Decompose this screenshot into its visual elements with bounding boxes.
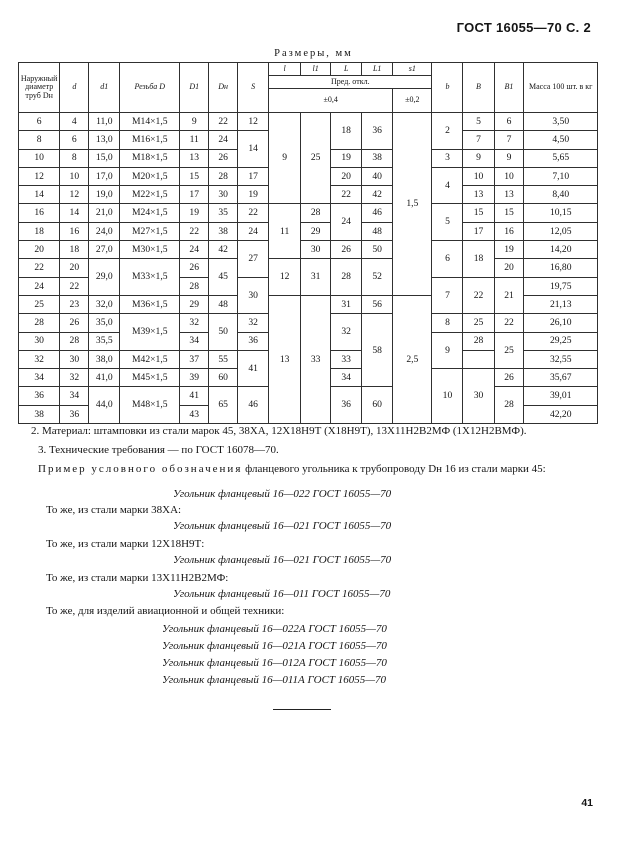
cell-B: 15	[463, 204, 494, 222]
cell-dn: 36	[19, 387, 60, 405]
cell-dn: 10	[19, 149, 60, 167]
cell-d: 32	[60, 369, 89, 387]
example-rest: фланцевого угольника к трубопроводу Dн 16 из стали марки 45:	[245, 463, 546, 475]
cell-L: 18	[331, 113, 362, 150]
cell-L1: 60	[362, 387, 393, 424]
cell-L: 19	[331, 149, 362, 167]
cell-b: 2	[432, 113, 463, 150]
cell-l1: 28	[301, 204, 331, 222]
cell-s1: 1,5	[393, 113, 432, 296]
cell-dn: 24	[19, 277, 60, 295]
cell-S: 14	[238, 131, 269, 168]
cell-l: 11	[269, 204, 301, 259]
cell-L1: 36	[362, 113, 393, 150]
cell-b: 9	[432, 332, 463, 369]
cell-B: 7	[463, 131, 494, 149]
cell-thread: M33×1,5	[120, 259, 180, 296]
cell-B: 5	[463, 113, 494, 131]
cell-dn: 30	[19, 332, 60, 350]
cell-mass: 35,67	[524, 369, 598, 387]
col-B: B	[463, 63, 494, 113]
cell-B: 30	[463, 369, 494, 424]
cell-Dn: 48	[209, 295, 238, 313]
cell-l1: 25	[301, 113, 331, 204]
cell-d: 18	[60, 241, 89, 259]
cell-Dn: 50	[209, 314, 238, 351]
cell-Dn: 30	[209, 186, 238, 204]
cell-mass: 4,50	[524, 131, 598, 149]
cell-thread: M39×1,5	[120, 314, 180, 351]
page-reference: С. 2	[565, 20, 591, 35]
cell-B1: 9	[494, 149, 524, 167]
designation-example: Угольник фланцевый 16—022 ГОСТ 16055—70	[173, 488, 392, 500]
cell-L: 20	[331, 167, 362, 185]
aviation-designation: Угольник фланцевый 16—021А ГОСТ 16055—70	[162, 640, 387, 652]
cell-mass: 26,10	[524, 314, 598, 332]
table-caption: Размеры, мм	[274, 48, 353, 59]
cell-L: 36	[331, 387, 362, 424]
cell-d1: 41,0	[89, 369, 120, 387]
col-s1: s1	[393, 63, 432, 76]
cell-L1: 42	[362, 186, 393, 204]
cell-dn: 38	[19, 405, 60, 423]
cell-Dn: 42	[209, 241, 238, 259]
col-thread: Резьба D	[120, 63, 180, 113]
cell-b: 10	[432, 369, 463, 424]
cell-thread: M18×1,5	[120, 149, 180, 167]
cell-mass: 19,75	[524, 277, 598, 295]
cell-L: 26	[331, 241, 362, 259]
cell-d: 20	[60, 259, 89, 277]
col-L: L	[331, 63, 362, 76]
table-row	[19, 113, 598, 131]
cell-Dn: 38	[209, 222, 238, 240]
cell-D1: 26	[180, 259, 209, 277]
designation-example: Угольник фланцевый 16—011 ГОСТ 16055—70	[173, 588, 391, 600]
cell-dn: 18	[19, 222, 60, 240]
cell-L: 32	[331, 314, 362, 351]
cell-S: 46	[238, 387, 269, 424]
cell-Dn: 26	[209, 149, 238, 167]
cell-D1: 11	[180, 131, 209, 149]
cell-d: 4	[60, 113, 89, 131]
cell-thread: M16×1,5	[120, 131, 180, 149]
cell-thread: M45×1,5	[120, 369, 180, 387]
col-Dn: Dн	[209, 63, 238, 113]
cell-S: 41	[238, 350, 269, 387]
cell-dn: 20	[19, 241, 60, 259]
table-row	[19, 241, 598, 259]
cell-D1: 34	[180, 332, 209, 350]
cell-B1: 22	[494, 314, 524, 332]
aviation-designation: Угольник фланцевый 16—011А ГОСТ 16055—70	[162, 674, 387, 686]
cell-B: 28	[463, 332, 494, 350]
cell-d1: 29,0	[89, 259, 120, 296]
cell-Dn: 22	[209, 113, 238, 131]
cell-mass: 7,10	[524, 167, 598, 185]
cell-d1: 15,0	[89, 149, 120, 167]
cell-S: 12	[238, 113, 269, 131]
page-header	[457, 20, 591, 35]
cell-D1: 9	[180, 113, 209, 131]
dimensions-table	[18, 62, 598, 424]
col-l: l	[269, 63, 301, 76]
cell-mass: 29,25	[524, 332, 598, 350]
cell-D1: 41	[180, 387, 209, 405]
cell-l1: 33	[301, 295, 331, 423]
cell-D1: 19	[180, 204, 209, 222]
cell-d: 26	[60, 314, 89, 332]
cell-d1: 19,0	[89, 186, 120, 204]
cell-d1: 11,0	[89, 113, 120, 131]
cell-mass: 5,65	[524, 149, 598, 167]
cell-d1: 21,0	[89, 204, 120, 222]
cell-b: 3	[432, 149, 463, 167]
cell-mass: 3,50	[524, 113, 598, 131]
cell-L1: 56	[362, 295, 393, 313]
cell-L1: 48	[362, 222, 393, 240]
cell-b: 5	[432, 204, 463, 241]
cell-B1: 26	[494, 369, 524, 387]
cell-B: 25	[463, 314, 494, 332]
cell-d1: 32,0	[89, 295, 120, 313]
cell-B1: 6	[494, 113, 524, 131]
cell-S: 30	[238, 277, 269, 314]
cell-l: 12	[269, 259, 301, 296]
cell-B: 9	[463, 149, 494, 167]
cell-d: 34	[60, 387, 89, 405]
col-D1: D1	[180, 63, 209, 113]
cell-L1: 58	[362, 314, 393, 387]
col-B1: B1	[494, 63, 524, 113]
cell-D1: 15	[180, 167, 209, 185]
cell-D1: 24	[180, 241, 209, 259]
cell-L: 24	[331, 204, 362, 241]
cell-B1: 15	[494, 204, 524, 222]
table-row	[19, 204, 598, 222]
cell-d: 12	[60, 186, 89, 204]
cell-b: 8	[432, 314, 463, 332]
cell-d: 22	[60, 277, 89, 295]
cell-l1: 29	[301, 222, 331, 240]
col-L1: L1	[362, 63, 393, 76]
cell-thread: M20×1,5	[120, 167, 180, 185]
page-number: 41	[581, 797, 593, 809]
cell-d1: 44,0	[89, 387, 120, 424]
cell-B: 22	[463, 277, 494, 314]
cell-B: 13	[463, 186, 494, 204]
cell-mass: 16,80	[524, 259, 598, 277]
cell-L: 22	[331, 186, 362, 204]
cell-thread: M36×1,5	[120, 295, 180, 313]
cell-dn: 32	[19, 350, 60, 368]
cell-dn: 8	[19, 131, 60, 149]
cell-b: 4	[432, 167, 463, 204]
cell-L1: 46	[362, 204, 393, 222]
cell-thread: M42×1,5	[120, 350, 180, 368]
cell-B: 17	[463, 222, 494, 240]
cell-d1: 13,0	[89, 131, 120, 149]
cell-L1: 50	[362, 241, 393, 259]
example-label: То же, из стали марки 13Х11Н2В2МФ:	[46, 572, 229, 584]
cell-L1: 52	[362, 259, 393, 296]
table-row	[19, 259, 598, 277]
cell-B: 10	[463, 167, 494, 185]
cell-l1: 31	[301, 259, 331, 296]
col-d: d	[60, 63, 89, 113]
cell-thread: M27×1,5	[120, 222, 180, 240]
standard-number: ГОСТ 16055—70	[456, 20, 563, 35]
cell-d1: 27,0	[89, 241, 120, 259]
tolerance-label: Пред. откл.	[269, 76, 432, 89]
cell-d: 28	[60, 332, 89, 350]
note-material: 2. Материал: штамповки из стали марок 45, 38ХА, 12Х18Н9Т (Х18Н9Т), 13Х11Н2В2МФ (1Х12Н2ВМФ).	[31, 425, 527, 437]
end-rule	[273, 709, 331, 710]
cell-d: 14	[60, 204, 89, 222]
cell-thread: M30×1,5	[120, 241, 180, 259]
cell-d: 10	[60, 167, 89, 185]
cell-d: 36	[60, 405, 89, 423]
cell-S: 19	[238, 186, 269, 204]
cell-Dn: 24	[209, 131, 238, 149]
note-technical-requirements: 3. Технические требования — по ГОСТ 16078—70.	[38, 444, 279, 456]
aviation-designation: Угольник фланцевый 16—022А ГОСТ 16055—70	[162, 623, 387, 635]
cell-B1: 19	[494, 241, 524, 259]
cell-thread: M24×1,5	[120, 204, 180, 222]
cell-Dn: 35	[209, 204, 238, 222]
note-example	[18, 462, 608, 477]
cell-dn: 25	[19, 295, 60, 313]
cell-l: 13	[269, 295, 301, 423]
cell-mass: 39,01	[524, 387, 598, 405]
cell-B	[463, 350, 494, 368]
cell-L: 34	[331, 369, 362, 387]
cell-mass: 32,55	[524, 350, 598, 368]
cell-L: 31	[331, 295, 362, 313]
cell-Dn: 45	[209, 259, 238, 296]
designation-example: Угольник фланцевый 16—021 ГОСТ 16055—70	[173, 520, 392, 532]
aviation-designation: Угольник фланцевый 16—012А ГОСТ 16055—70	[162, 657, 387, 669]
cell-d1: 24,0	[89, 222, 120, 240]
col-S: S	[238, 63, 269, 113]
cell-d: 8	[60, 149, 89, 167]
cell-D1: 32	[180, 314, 209, 332]
cell-mass: 42,20	[524, 405, 598, 423]
col-diameter: Наружный диаметр труб Dн	[19, 63, 60, 113]
tolerance-02: ±0,2	[393, 89, 432, 113]
table-row	[19, 222, 598, 240]
col-b: b	[432, 63, 463, 113]
cell-d1: 35,0	[89, 314, 120, 332]
designation-example: Угольник фланцевый 16—021 ГОСТ 16055—70	[173, 554, 392, 566]
cell-mass: 10,15	[524, 204, 598, 222]
cell-Dn: 65	[209, 387, 238, 424]
cell-B1: 7	[494, 131, 524, 149]
cell-L: 28	[331, 259, 362, 296]
cell-Dn: 55	[209, 350, 238, 368]
example-label: То же, для изделий авиационной и общей техники:	[46, 605, 285, 617]
cell-thread: M48×1,5	[120, 387, 180, 424]
cell-D1: 17	[180, 186, 209, 204]
cell-B1: 20	[494, 259, 524, 277]
cell-l1: 30	[301, 241, 331, 259]
cell-B: 18	[463, 241, 494, 278]
cell-s1: 2,5	[393, 295, 432, 423]
cell-D1: 28	[180, 277, 209, 295]
cell-D1: 43	[180, 405, 209, 423]
cell-d: 16	[60, 222, 89, 240]
cell-L1: 40	[362, 167, 393, 185]
cell-D1: 22	[180, 222, 209, 240]
cell-S: 17	[238, 167, 269, 185]
cell-dn: 28	[19, 314, 60, 332]
cell-Dn: 28	[209, 167, 238, 185]
cell-thread: M14×1,5	[120, 113, 180, 131]
col-d1: d1	[89, 63, 120, 113]
cell-Dn: 60	[209, 369, 238, 387]
cell-S: 36	[238, 332, 269, 350]
cell-dn: 34	[19, 369, 60, 387]
cell-dn: 12	[19, 167, 60, 185]
cell-B1: 28	[494, 387, 524, 424]
cell-S: 27	[238, 241, 269, 278]
cell-mass: 21,13	[524, 295, 598, 313]
cell-B1: 21	[494, 277, 524, 314]
cell-dn: 6	[19, 113, 60, 131]
cell-B1: 10	[494, 167, 524, 185]
tolerance-04: ±0,4	[269, 89, 393, 113]
cell-dn: 14	[19, 186, 60, 204]
cell-D1: 37	[180, 350, 209, 368]
cell-d1: 35,5	[89, 332, 120, 350]
example-label: То же, из стали марки 38ХА:	[46, 504, 182, 516]
example-lead: Пример условного обозначения	[38, 463, 243, 475]
cell-d: 6	[60, 131, 89, 149]
cell-b: 6	[432, 241, 463, 278]
cell-mass: 8,40	[524, 186, 598, 204]
col-l1: l1	[301, 63, 331, 76]
cell-d1: 38,0	[89, 350, 120, 368]
col-mass: Масса 100 шт. в кг	[524, 63, 598, 113]
cell-S: 24	[238, 222, 269, 240]
cell-dn: 16	[19, 204, 60, 222]
cell-d: 23	[60, 295, 89, 313]
cell-l: 9	[269, 113, 301, 204]
cell-mass: 14,20	[524, 241, 598, 259]
cell-D1: 13	[180, 149, 209, 167]
cell-thread: M22×1,5	[120, 186, 180, 204]
cell-b: 7	[432, 277, 463, 314]
cell-dn: 22	[19, 259, 60, 277]
cell-D1: 39	[180, 369, 209, 387]
cell-B1: 16	[494, 222, 524, 240]
cell-d: 30	[60, 350, 89, 368]
cell-S: 22	[238, 204, 269, 222]
cell-L1: 38	[362, 149, 393, 167]
cell-B1: 13	[494, 186, 524, 204]
cell-L: 33	[331, 350, 362, 368]
cell-d1: 17,0	[89, 167, 120, 185]
cell-D1: 29	[180, 295, 209, 313]
cell-mass: 12,05	[524, 222, 598, 240]
cell-S: 32	[238, 314, 269, 332]
example-label: То же, из стали марки 12Х18Н9Т:	[46, 538, 205, 550]
cell-B1: 25	[494, 332, 524, 369]
